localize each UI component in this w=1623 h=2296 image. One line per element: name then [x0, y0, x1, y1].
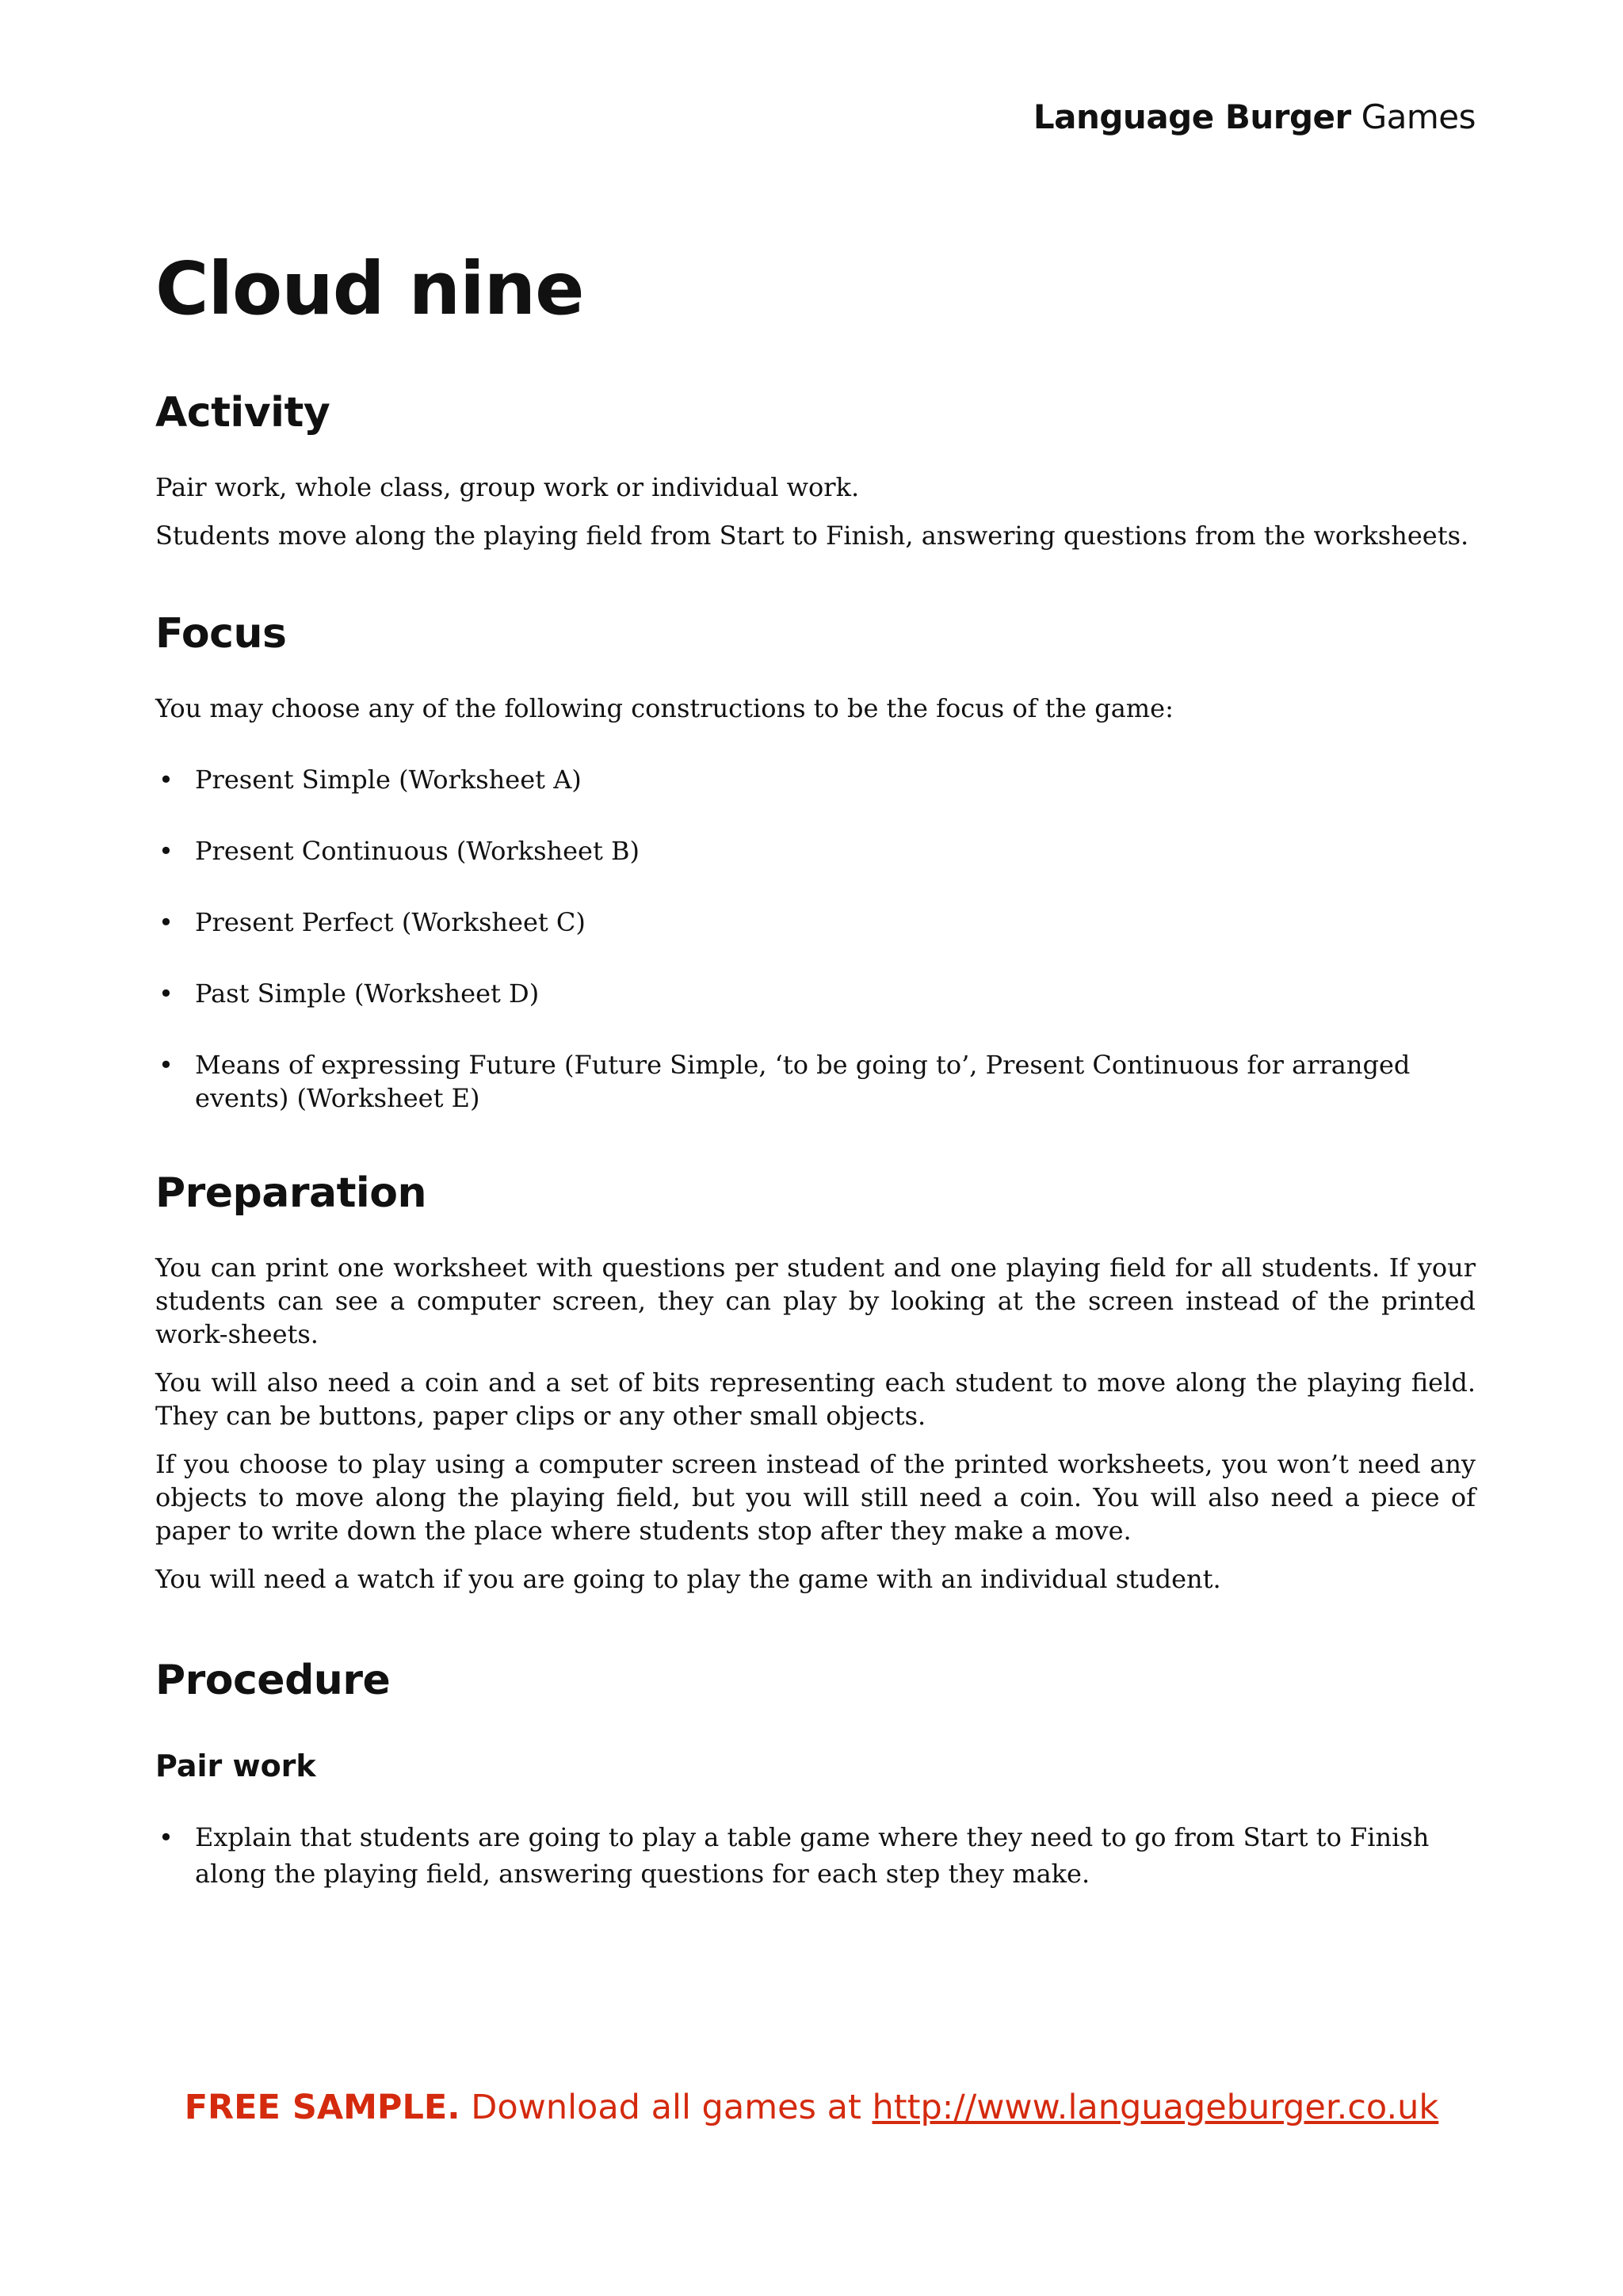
activity-heading: Activity [155, 389, 330, 437]
pair-work-subheading: Pair work [155, 1749, 316, 1783]
focus-heading: Focus [155, 610, 287, 658]
procedure-list [155, 1819, 1476, 1892]
free-sample-footer [0, 2084, 1623, 2131]
focus-intro: You may choose any of the following constructions to be the focus of the game: [155, 693, 1174, 723]
preparation-paragraph-3: If you choose to play using a computer screen instead of the printed worksheets, you won’t need any objects to move along the playing field, but you will still need a coin. You will also need a piece of paper to write down the place where students stop after they make a move. [155, 1449, 1476, 1546]
activity-paragraph-2: Students move along the playing field from Start to Finish, answering questions from the worksheets. [155, 521, 1469, 551]
focus-list [155, 763, 1476, 1115]
brand-name: Language Burger [1033, 97, 1351, 136]
bullet-icon: • [158, 907, 174, 937]
list-item: • Present Simple (Worksheet A) [158, 765, 582, 795]
preparation-paragraph-1: You can print one worksheet with questions per student and one playing field for all students. If your students can see a computer screen, they can play by looking at the screen instead of the printed work-sheets. [155, 1253, 1476, 1349]
activity-paragraph-1: Pair work, whole class, group work or individual work. [155, 472, 860, 502]
procedure-heading: Procedure [155, 1657, 391, 1704]
list-item: • Present Continuous (Worksheet B) [158, 836, 640, 866]
bullet-icon: • [158, 1822, 174, 1852]
preparation-heading: Preparation [155, 1169, 426, 1217]
document-content [155, 238, 1476, 1892]
brand-header [1033, 93, 1476, 141]
list-item: • Means of expressing Future (Future Simple, ‘to be going to’, Present Continuous for arranged events) (Worksheet E) [158, 1050, 1411, 1113]
brand-suffix: Games [1361, 97, 1476, 136]
bullet-icon: • [158, 1050, 174, 1080]
preparation-paragraph-2: You will also need a coin and a set of bits representing each student to move along the playing field. They can be buttons, paper clips or any other small objects. [155, 1367, 1476, 1431]
bullet-icon: • [158, 836, 174, 866]
website-link[interactable]: http://www.languageburger.co.uk [872, 2088, 1439, 2127]
list-item: • Explain that students are going to play a table game where they need to go from Start to Finish along the playing field, answering questions for each step they make. [155, 1819, 1476, 1892]
free-sample-label: FREE SAMPLE. [184, 2088, 460, 2127]
page-title: Cloud nine [155, 246, 584, 331]
list-item: • Past Simple (Worksheet D) [158, 978, 540, 1009]
bullet-icon: • [158, 978, 174, 1009]
bullet-icon: • [158, 765, 174, 795]
list-item: • Present Perfect (Worksheet C) [158, 907, 586, 937]
preparation-paragraph-4: You will need a watch if you are going to play the game with an individual student. [155, 1564, 1221, 1594]
footer-text: Download all games at [471, 2088, 861, 2127]
